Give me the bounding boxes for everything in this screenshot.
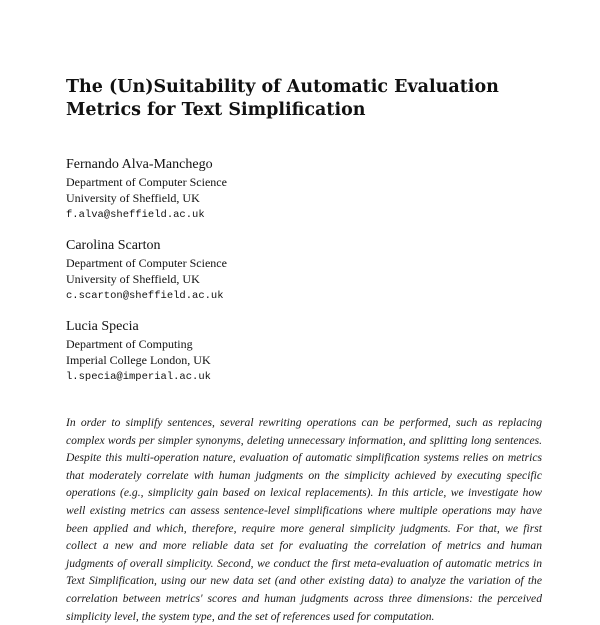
author-block (66, 318, 426, 385)
author-email: f.alva@sheffield.ac.uk (66, 209, 205, 221)
paper-title: The (Un)Suitability of Automatic Evaluation Metrics for Text Simplification (66, 77, 499, 120)
author-department: Department of Computing (66, 337, 193, 351)
author-institution: University of Sheffield, UK (66, 272, 200, 286)
abstract-text: In order to simplify sentences, several rewriting operations can be performed, such as replacing complex words per simpler synonyms, deleting unnecessary information, and splitting long sentences. Despite this multi-operation nature, evaluation of automatic simplification systems relies on metrics that moderately correlate with human judgments on the simplicity achieved by executing specific operations (e.g., simplicity gain based on lexical replacements). In this article, we investigate how well existing metrics can assess sentence-level simplifications where multiple operations may have been applied and which, therefore, require more general simplicity judgments. For that, we first collect a new and more reliable data set for evaluating the correlation of metrics and human judgments of overall simplicity. Second, we conduct the first meta-evaluation of automatic metrics in Text Simplification, using our new data set (and other existing data) to analyze the variation of the correlation between metrics' scores and human judgments across three dimensions: the perceived simplicity level, the system type, and the set of references used for computation. (66, 416, 542, 623)
author-institution: Imperial College London, UK (66, 353, 211, 367)
author-block (66, 156, 426, 223)
author-name: Carolina Scarton (66, 238, 161, 253)
author-name: Lucia Specia (66, 319, 139, 334)
author-block (66, 237, 426, 304)
author-department: Department of Computer Science (66, 175, 227, 189)
author-email: c.scarton@sheffield.ac.uk (66, 290, 224, 302)
author-name: Fernando Alva-Manchego (66, 157, 213, 172)
author-department: Department of Computer Science (66, 256, 227, 270)
author-institution: University of Sheffield, UK (66, 191, 200, 205)
author-email: l.specia@imperial.ac.uk (66, 371, 211, 383)
